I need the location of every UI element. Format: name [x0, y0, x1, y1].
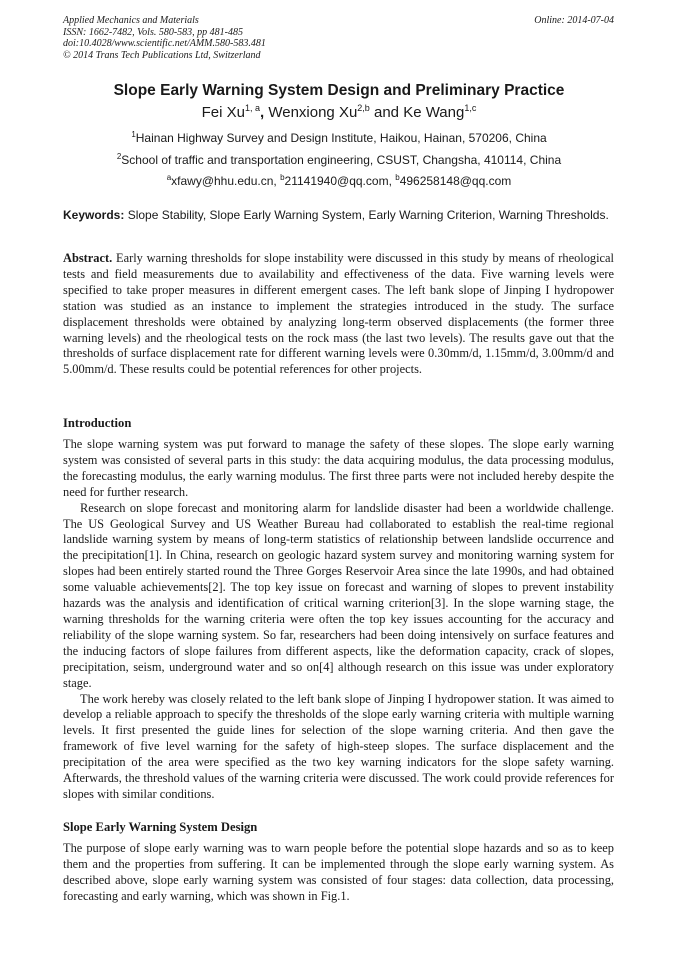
body-paragraph: The purpose of slope early warning was to warn people before the potential slope hazards and so as to keep them and the properties from suffering. It can be implemented through the slope early warning system. As described above, slope early warning system was consisted of four stages: data collection, data processing, forecasting and early warning, which was shown in Fig.1. — [63, 841, 614, 903]
affiliation-mark: 2 — [116, 152, 122, 161]
affiliation-1 — [0, 131, 678, 146]
author-conjunction: and — [373, 104, 400, 121]
author-name: Fei Xu — [201, 104, 245, 121]
email-address: xfawy@hhu.edu.cn, — [171, 174, 281, 188]
email-mark: b — [280, 173, 285, 182]
affiliation-text: School of traffic and transportation engineering, CSUST, Changsha, 410114, China — [121, 153, 562, 167]
journal-doi: doi:10.4028/www.scientific.net/AMM.580-583.481 — [63, 38, 266, 49]
system-design-body — [63, 841, 614, 905]
email-address: 21141940@qq.com, — [284, 174, 396, 188]
affiliation-mark: 1 — [131, 130, 136, 139]
email-list — [0, 174, 678, 189]
email-mark: a — [166, 173, 172, 182]
author-affiliation-mark: 1, a — [244, 103, 260, 113]
author-name: Ke Wang — [403, 104, 465, 121]
author-affiliation-mark: 2,b — [357, 103, 370, 113]
email-mark: b — [395, 173, 400, 182]
body-paragraph: The work hereby was closely related to the left bank slope of Jinping I hydropower station. It was aimed to develop a reliable approach to specify the thresholds of the slope early warning criteria with multiple warning levels. It first presented the guide lines for selection of the slope warning criteria. And then gave the framework of five level warning for the safety of high-steep slopes. The surface displacement and the precipitation of the area were specified as the two key warning indicators for the slope safety warning. Afterwards, the threshold values of the warning criteria were discussed. The work could provide references for slopes with similar conditions. — [63, 691, 614, 801]
section-heading-system-design: Slope Early Warning System Design — [63, 820, 258, 834]
abstract-block — [63, 251, 614, 378]
abstract-text: Early warning thresholds for slope instability were discussed in this study by means of rheological tests and field measurements due to availability and effectiveness of the data. Five warning levels were specified to take proper measures in different emergent cases. The left bank slope of Jinping I hydropower station was studied as an instance to implement the strategies introduced in the study. The surface displacement thresholds were obtained by analyzing long-term observed displacements (the former three warning levels) and the rheological tests on the rock mass (the last two levels). The results gave out that the thresholds of surface displacement rate for different warning levels were 0.30mm/d, 1.15mm/d, 3.00mm/d and 5.00mm/d. These results could be potential references for other projects. — [63, 251, 614, 377]
email-address: 496258148@qq.com — [399, 174, 512, 188]
affiliation-text: Hainan Highway Survey and Design Institute, Haikou, Hainan, 570206, China — [135, 131, 547, 145]
keywords-label: Keywords: — [63, 208, 125, 222]
paper-title: Slope Early Warning System Design and Preliminary Practice — [113, 82, 565, 99]
journal-copyright: © 2014 Trans Tech Publications Ltd, Switzerland — [63, 49, 261, 61]
body-paragraph: The slope warning system was put forward to manage the safety of these slopes. The slope early warning system was consisted of several parts in this study: the data acquiring modulus, the data processing modulus, the forecasting modulus, the early warning modulus. The first three parts were not included hereby despite the need for further research. — [63, 437, 614, 499]
journal-header — [63, 15, 266, 61]
online-date: Online: 2014-07-04 — [534, 15, 614, 26]
author-list: Fei Xu$^{1, a}$, Wenxiong Xu$^{2,b}$ and Ke Wang$^{1,c}$ — [201, 103, 477, 121]
affiliation-2 — [0, 153, 678, 168]
body-paragraph: Research on slope forecast and monitoring alarm for landslide disaster had been a worldwide challenge. The US Geological Survey and US Weather Bureau had collaborated to establish the real-time regional landslide warning system by means of long-term statistics of relationship between landslide occurrence and the precipitation[1]. In China, research on geologic hazard system survey and monitoring warning system for slopes had been entirely started round the Three Gorges Reservoir Area since the late 1990s, and had obtained some valuable achievements[2]. The top key issue on forecast and warning of slopes to prevent instability hazards was the analysis and identification of critical warning criterion[3]. In the slope warning stage, the warning thresholds for the warning criteria were often the top key issues accounting for the accuracy and reliability of the slope warning system. So far, researchers had been doing intensively on surface features and the inducing factors of slope failures from different aspects, like the deformation capacity, crack of slopes, precipitation, seism, underground water and so on[4] although research on this issue was under exploratory stage. — [63, 500, 614, 690]
author-name: Wenxiong Xu — [268, 104, 358, 121]
section-heading-introduction: Introduction — [63, 416, 132, 430]
journal-name: Applied Mechanics and Materials — [63, 15, 199, 26]
abstract-label: Abstract. — [63, 251, 113, 265]
keywords-block — [63, 208, 614, 223]
keywords-text: Slope Stability, Slope Early Warning System, Early Warning Criterion, Warning Thresholds. — [127, 208, 609, 222]
journal-issn: ISSN: 1662-7482, Vols. 580-583, pp 481-485 — [63, 26, 243, 38]
introduction-body — [63, 437, 614, 803]
author-affiliation-mark: 1,c — [464, 103, 477, 113]
